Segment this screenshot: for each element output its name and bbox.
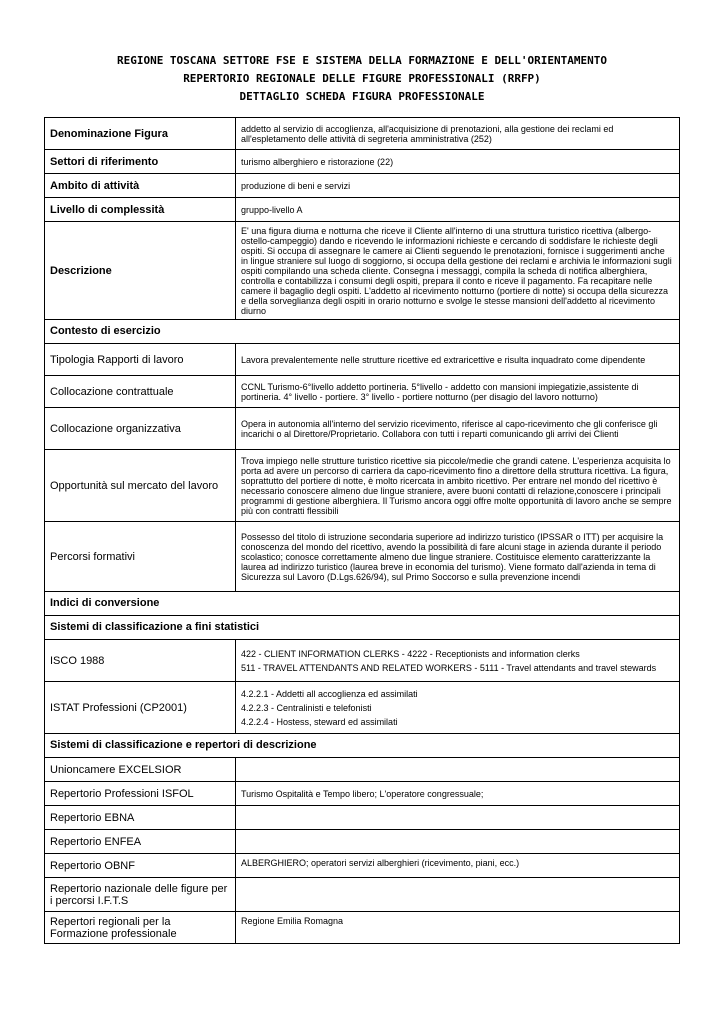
- section-repertori: [45, 734, 680, 758]
- value-ifts: [236, 878, 680, 912]
- label-settori: Settori di riferimento: [45, 150, 236, 174]
- row-opportunita: [45, 450, 680, 522]
- row-excelsior: [45, 758, 680, 782]
- row-ebna: [45, 806, 680, 830]
- label-organizzativa: Collocazione organizzativa: [45, 408, 236, 450]
- label-descrizione: Descrizione: [45, 222, 236, 320]
- value-ambito: produzione di beni e servizi: [236, 174, 680, 198]
- row-percorsi: [45, 522, 680, 592]
- label-opportunita: Opportunità sul mercato del lavoro: [45, 450, 236, 522]
- row-enfea: [45, 830, 680, 854]
- row-isfol: [45, 782, 680, 806]
- istat-item: 4.2.2.1 - Addetti all accoglienza ed assimilati: [241, 688, 418, 699]
- label-isco: ISCO 1988: [45, 640, 236, 682]
- istat-item: 4.2.2.4 - Hostess, steward ed assimilati: [241, 716, 398, 727]
- row-tipologia: [45, 344, 680, 376]
- label-excelsior: Unioncamere EXCELSIOR: [45, 758, 236, 782]
- label-contrattuale: Collocazione contrattuale: [45, 376, 236, 408]
- label-percorsi: Percorsi formativi: [45, 522, 236, 592]
- row-denominazione: [45, 118, 680, 150]
- value-percorsi: Possesso del titolo di istruzione secondaria superiore ad indirizzo turistico (IPSSAR o ITT) per acquisire la conoscenza del mondo del ricettivo, avendo la possibilità di fare alcuni stage in azienda durante il periodo scolastico; conosce correttamente almeno due lingue straniere. Costituisce elemento caratterizzante la laurea ad indirizzo turistico (laurea breve in economia del turismo). Viene formato dall'azienda in tema di Sicurezza sul Lavoro (D.Lgs.626/94), sul Primo Soccorso e sulla prevenzione incendi: [236, 522, 680, 592]
- scheda-table: [44, 117, 680, 944]
- value-istat: [236, 682, 680, 734]
- row-descrizione: [45, 222, 680, 320]
- istat-item: 4.2.2.3 - Centralinisti e telefonisti: [241, 702, 372, 713]
- section-contesto: [45, 320, 680, 344]
- isco-item: 511 - TRAVEL ATTENDANTS AND RELATED WORKERS - 5111 - Travel attendants and travel stewards: [241, 662, 657, 673]
- row-organizzativa: [45, 408, 680, 450]
- row-livello: [45, 198, 680, 222]
- row-obnf: [45, 854, 680, 878]
- row-istat: [45, 682, 680, 734]
- row-settori: [45, 150, 680, 174]
- value-excelsior: [236, 758, 680, 782]
- value-isco: [236, 640, 680, 682]
- value-regionali: Regione Emilia Romagna: [236, 912, 680, 944]
- value-obnf: ALBERGHIERO; operatori servizi alberghieri (ricevimento, piani, ecc.): [236, 854, 680, 878]
- label-isfol: Repertorio Professioni ISFOL: [45, 782, 236, 806]
- label-enfea: Repertorio ENFEA: [45, 830, 236, 854]
- value-tipologia: Lavora prevalentemente nelle strutture ricettive ed extraricettive e risulta inquadrato come dipendente: [236, 344, 680, 376]
- header-line-3: DETTAGLIO SCHEDA FIGURA PROFESSIONALE: [239, 90, 485, 103]
- row-ifts: [45, 878, 680, 912]
- header-line-2: REPERTORIO REGIONALE DELLE FIGURE PROFESSIONALI (RRFP): [183, 72, 541, 85]
- section-title-repertori: Sistemi di classificazione e repertori di descrizione: [45, 734, 680, 758]
- value-descrizione: E' una figura diurna e notturna che riceve il Cliente all'interno di una struttura turistico ricettiva (albergo-ostello-campeggio) dando e ricevendo le informazioni richieste e cercando di soddisfare le richieste degli ospiti. Si occupa di assegnare le camere ai Clienti seguendo le prenotazioni, fornisce i suggerimenti anche in lingue straniere sul luogo di soggiorno, si occupa della gestione dei reclami e archivia le informazioni sugli ospiti compilando una scheda cliente. Consegna i messaggi, compila la scheda di notifica alberghiera, controlla e contabilizza i consumi degli ospiti, prepara il conto e riceve il pagamento. Fa recapitare nelle camere il bagaglio degli ospiti. L'addetto al ricevimento notturno (portiere di notte) si occupa della sicurezza e della sorveglianza degli ospiti in orario notturno e svolge le stesse mansioni dell'addetto al ricevimento diurno: [236, 222, 680, 320]
- label-istat: ISTAT Professioni (CP2001): [45, 682, 236, 734]
- label-obnf: Repertorio OBNF: [45, 854, 236, 878]
- value-enfea: [236, 830, 680, 854]
- document-header: [0, 52, 724, 106]
- label-ifts: Repertorio nazionale delle figure per i percorsi I.F.T.S: [45, 878, 236, 912]
- label-denominazione: Denominazione Figura: [45, 118, 236, 150]
- value-opportunita: Trova impiego nelle strutture turistico ricettive sia piccole/medie che grandi catene. L'esperienza acquisita lo porta ad avere un percorso di carriera da capo-ricevimento fino a direttore della struttura ricettiva. La figura, soprattutto del portiere di notte, è molto ricercata in ambito ricettivo. Per entrare nel mondo del ricettivo è necessario conoscere almeno due lingue straniere, avere buoni contatti di relazione,conoscere i principali programmi di gestione alberghiera. Il Turismo ancora oggi offre molte opportunità di lavoro anche se sempre più con contratti flessibili: [236, 450, 680, 522]
- section-title-indici: Indici di conversione: [45, 592, 680, 616]
- header-line-1: REGIONE TOSCANA SETTORE FSE E SISTEMA DELLA FORMAZIONE E DELL'ORIENTAMENTO: [116, 54, 608, 67]
- value-denominazione: addetto al servizio di accoglienza, all'acquisizione di prenotazioni, alla gestione dei reclami ed all'espletamento delle attività di segreteria amministrativa (252): [236, 118, 680, 150]
- value-contrattuale: CCNL Turismo-6°livello addetto portineria. 5°livello - addetto con mansioni impiegatizie,assistente di portineria. 4° livello - portiere. 3° livello - portiere notturno (per disagio del lavoro notturno): [236, 376, 680, 408]
- label-tipologia: Tipologia Rapporti di lavoro: [45, 344, 236, 376]
- section-statistici: [45, 616, 680, 640]
- value-livello: gruppo-livello A: [236, 198, 680, 222]
- label-livello: Livello di complessità: [45, 198, 236, 222]
- label-ebna: Repertorio EBNA: [45, 806, 236, 830]
- row-ambito: [45, 174, 680, 198]
- value-settori: turismo alberghiero e ristorazione (22): [236, 150, 680, 174]
- section-indici: [45, 592, 680, 616]
- value-ebna: [236, 806, 680, 830]
- row-regionali: [45, 912, 680, 944]
- row-isco: [45, 640, 680, 682]
- label-ambito: Ambito di attività: [45, 174, 236, 198]
- section-title-statistici: Sistemi di classificazione a fini statistici: [45, 616, 680, 640]
- value-organizzativa: Opera in autonomia all'interno del servizio ricevimento, riferisce al capo-ricevimento che gli conferisce gli incarichi o al Direttore/Proprietario. Collabora con tutti i reparti comunicando gli arrivi dei Clienti: [236, 408, 680, 450]
- label-regionali: Repertori regionali per la Formazione professionale: [45, 912, 236, 944]
- section-title-contesto: Contesto di esercizio: [45, 320, 680, 344]
- value-isfol: Turismo Ospitalità e Tempo libero; L'operatore congressuale;: [236, 782, 680, 806]
- row-contrattuale: [45, 376, 680, 408]
- isco-item: 422 - CLIENT INFORMATION CLERKS - 4222 - Receptionists and information clerks: [241, 648, 580, 659]
